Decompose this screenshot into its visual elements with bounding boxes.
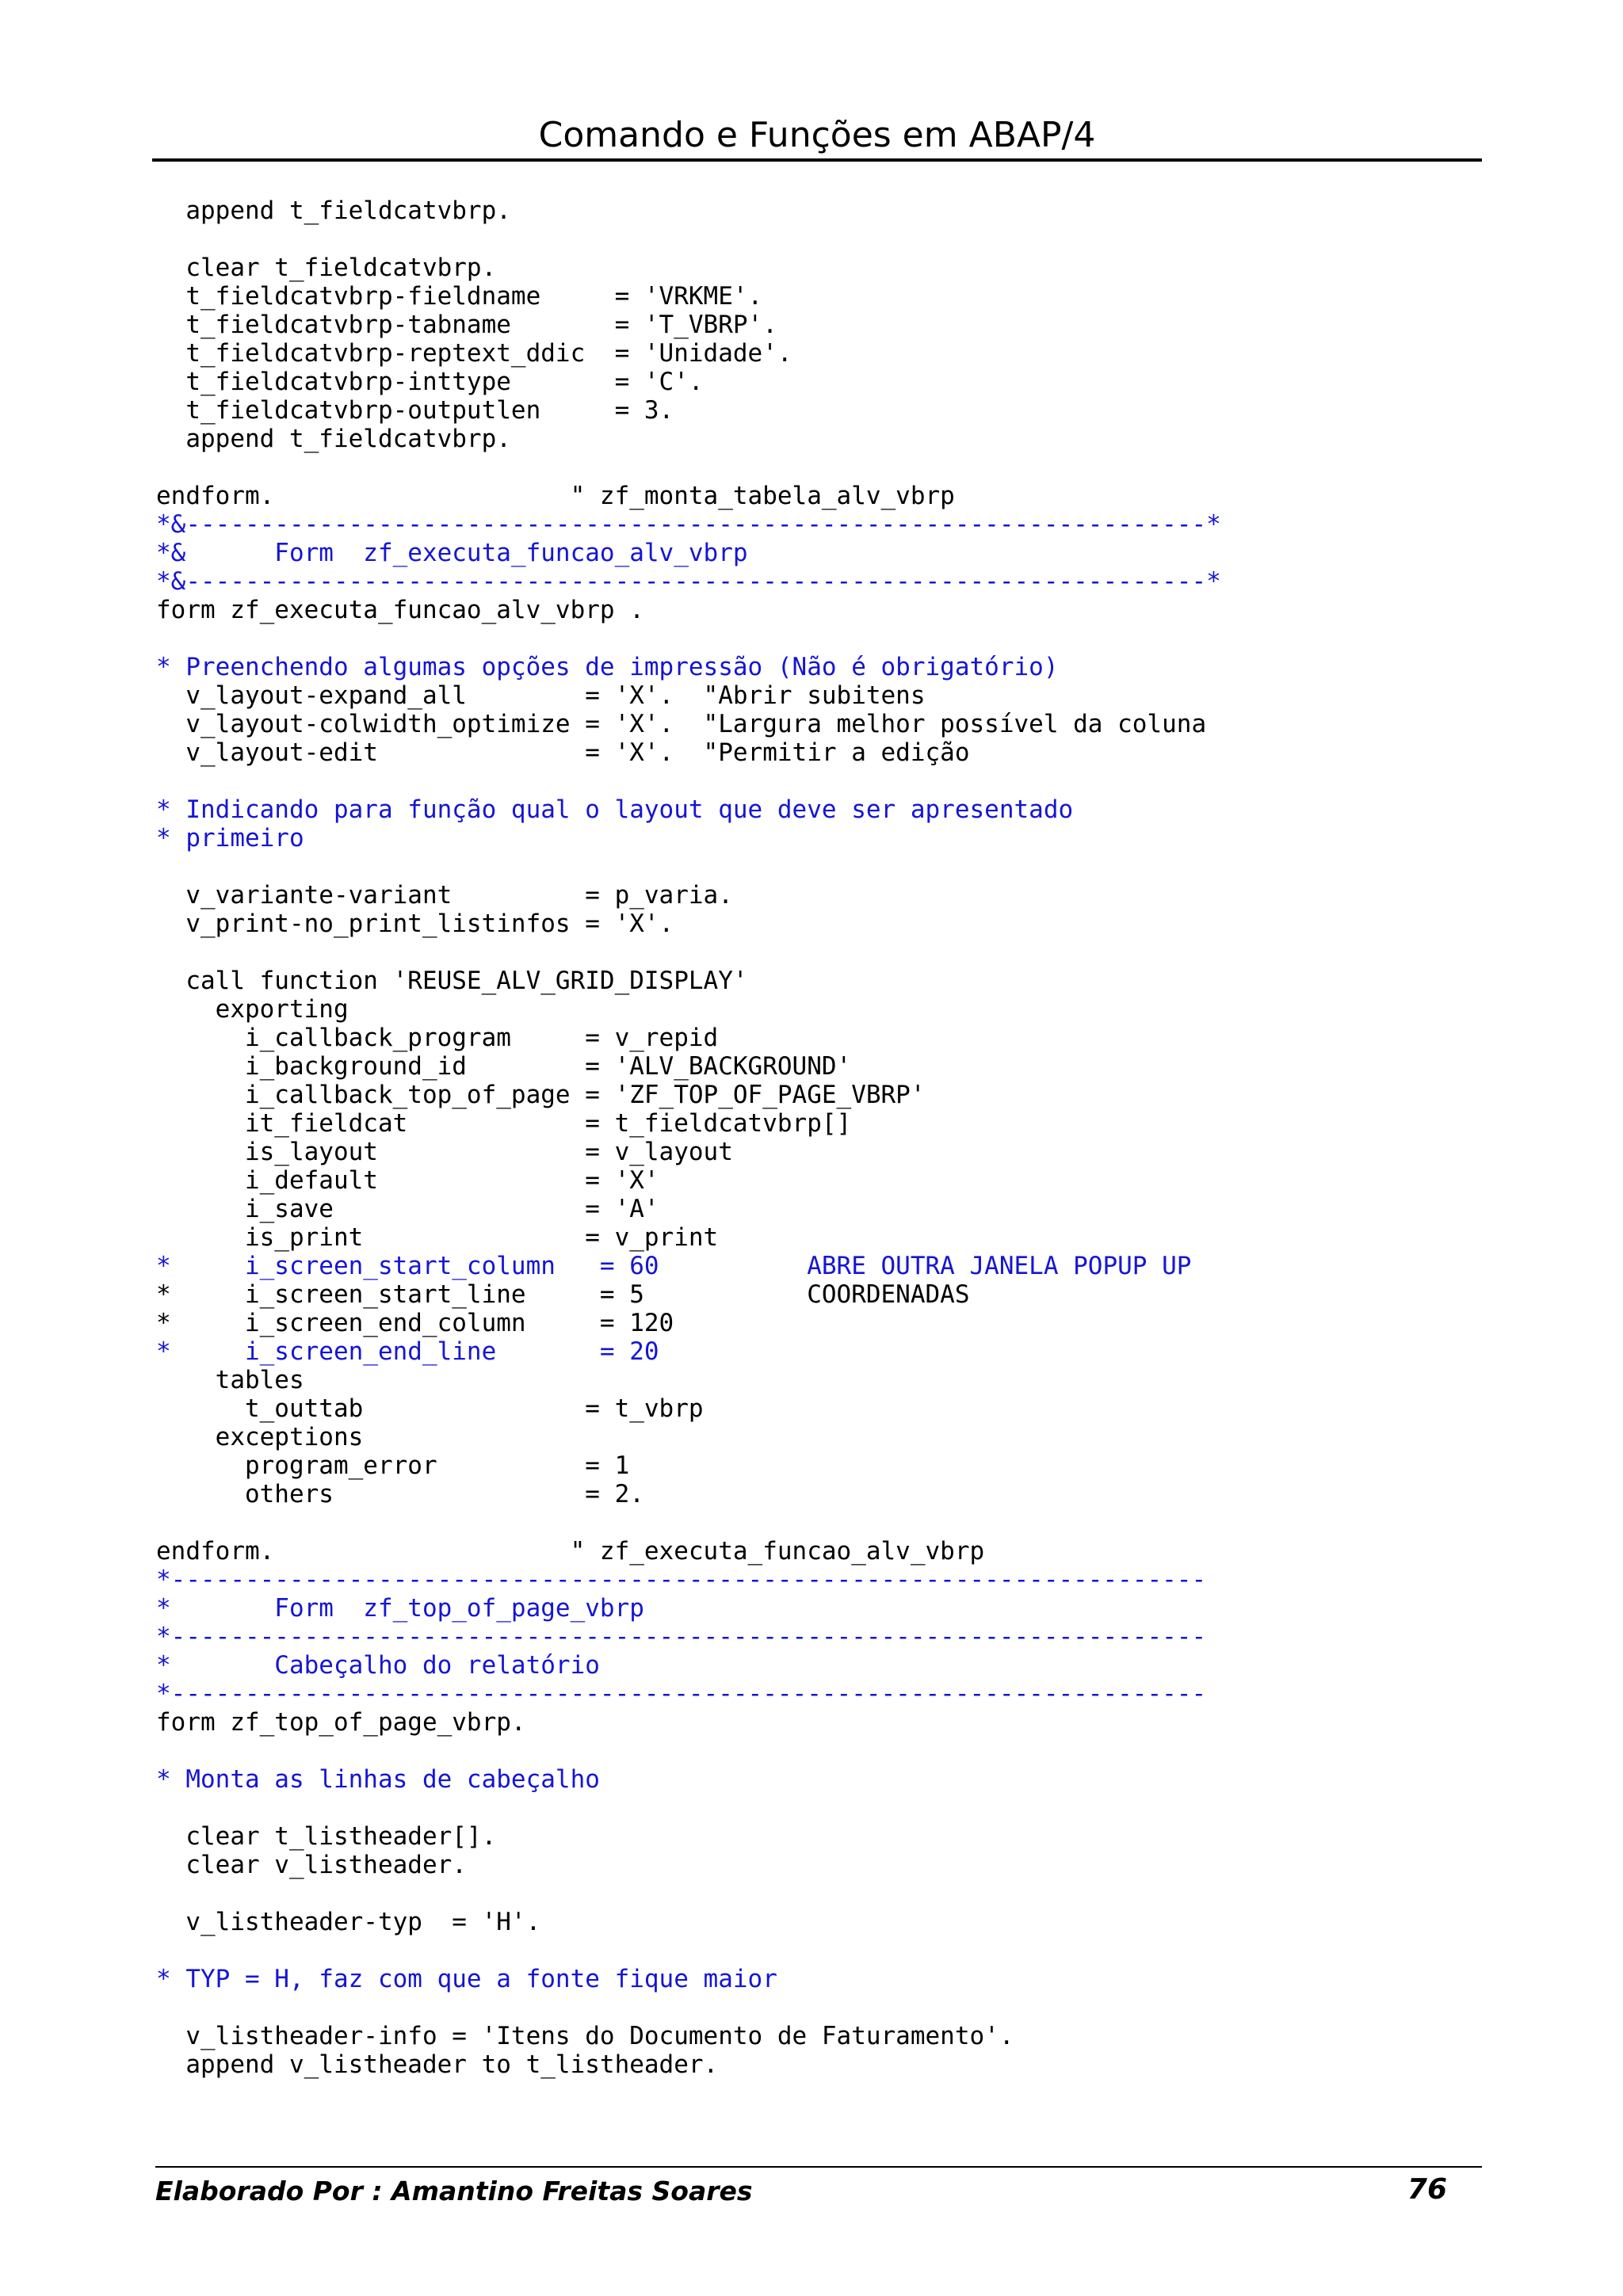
code-line: v_layout-expand_all = 'X'. "Abrir subitens	[156, 681, 926, 710]
code-line: t_fieldcatvbrp-reptext_ddic = 'Unidade'.	[156, 339, 792, 368]
code-line: v_layout-colwidth_optimize = 'X'. "Largura melhor possível da coluna	[156, 710, 1207, 738]
code-line: v_print-no_print_listinfos = 'X'.	[156, 910, 674, 938]
code-line	[156, 852, 1456, 881]
comment-line: * Indicando para função qual o layout que deve ser apresentado	[156, 795, 1074, 824]
comment-line: *----------------------------------------------------------------------	[156, 1680, 1207, 1708]
comment-line: * primeiro	[156, 824, 304, 852]
code-line: * i_screen_start_line = 5 COORDENADAS	[156, 1280, 970, 1309]
code-line: t_fieldcatvbrp-outputlen = 3.	[156, 396, 674, 425]
code-line	[156, 1508, 1456, 1537]
code-line	[156, 1794, 1456, 1822]
code-line	[156, 1936, 1456, 1965]
code-line: v_variante-variant = p_varia.	[156, 881, 733, 910]
comment-line: *----------------------------------------------------------------------	[156, 1623, 1207, 1651]
code-line: is_print = v_print	[156, 1223, 719, 1252]
comment-line: * i_screen_start_column = 60 ABRE OUTRA JANELA POPUP UP	[156, 1252, 1192, 1280]
code-line: t_fieldcatvbrp-tabname = 'T_VBRP'.	[156, 311, 777, 339]
header-divider	[152, 158, 1482, 162]
code-line: * i_screen_end_column = 120	[156, 1309, 674, 1337]
comment-line: * Cabeçalho do relatório	[156, 1651, 600, 1680]
code-line: append t_fieldcatvbrp.	[156, 425, 511, 453]
comment-line: * Monta as linhas de cabeçalho	[156, 1765, 600, 1794]
code-line: clear t_listheader[].	[156, 1822, 497, 1851]
code-line: form zf_top_of_page_vbrp.	[156, 1708, 526, 1737]
code-line	[156, 1879, 1456, 1908]
code-line: exporting	[156, 995, 349, 1024]
comment-line: * TYP = H, faz com que a fonte fique maior	[156, 1965, 777, 1993]
abap-code-listing	[156, 196, 1456, 2079]
code-line: t_fieldcatvbrp-inttype = 'C'.	[156, 368, 704, 396]
comment-line: * i_screen_end_line = 20	[156, 1337, 659, 1366]
code-line: endform. " zf_executa_funcao_alv_vbrp	[156, 1537, 985, 1566]
code-line: append t_fieldcatvbrp.	[156, 196, 511, 225]
code-line	[156, 1737, 1456, 1765]
code-line: v_listheader-info = 'Itens do Documento de Faturamento'.	[156, 2022, 1014, 2050]
code-line: i_callback_top_of_page = 'ZF_TOP_OF_PAGE_VBRP'	[156, 1081, 926, 1109]
comment-line: *&---------------------------------------------------------------------*	[156, 510, 1221, 539]
code-line	[156, 453, 1456, 482]
footer-author: Elaborado Por : Amantino Freitas Soares	[155, 2176, 753, 2206]
code-line: endform. " zf_monta_tabela_alv_vbrp	[156, 482, 955, 510]
page-number: 76	[1407, 2173, 1447, 2206]
code-line: program_error = 1	[156, 1451, 630, 1480]
code-line	[156, 767, 1456, 795]
code-line: exceptions	[156, 1423, 364, 1451]
comment-line: * Form zf_top_of_page_vbrp	[156, 1594, 644, 1623]
comment-line: *& Form zf_executa_funcao_alv_vbrp	[156, 539, 748, 567]
code-line: v_layout-edit = 'X'. "Permitir a edição	[156, 738, 970, 767]
code-line	[156, 1993, 1456, 2022]
code-line: form zf_executa_funcao_alv_vbrp .	[156, 596, 644, 624]
code-line: tables	[156, 1366, 304, 1394]
code-line: clear t_fieldcatvbrp.	[156, 254, 497, 282]
code-line: i_default = 'X'	[156, 1166, 659, 1195]
code-line: is_layout = v_layout	[156, 1138, 733, 1166]
code-line: others = 2.	[156, 1480, 644, 1508]
code-line	[156, 225, 1456, 254]
code-line	[156, 624, 1456, 653]
code-line: t_outtab = t_vbrp	[156, 1394, 704, 1423]
code-line: call function 'REUSE_ALV_GRID_DISPLAY'	[156, 967, 748, 995]
code-line: append v_listheader to t_listheader.	[156, 2050, 719, 2079]
code-line: i_save = 'A'	[156, 1195, 659, 1223]
code-line: it_fieldcat = t_fieldcatvbrp[]	[156, 1109, 852, 1138]
page-header-title: Comando e Funções em ABAP/4	[538, 115, 1096, 155]
comment-line: *----------------------------------------------------------------------	[156, 1566, 1207, 1594]
code-line: t_fieldcatvbrp-fieldname = 'VRKME'.	[156, 282, 763, 311]
comment-line: *&---------------------------------------------------------------------*	[156, 567, 1221, 596]
code-line: v_listheader-typ = 'H'.	[156, 1908, 541, 1936]
code-line: i_background_id = 'ALV_BACKGROUND'	[156, 1052, 852, 1081]
footer-divider	[155, 2166, 1482, 2168]
code-line: i_callback_program = v_repid	[156, 1024, 719, 1052]
comment-line: * Preenchendo algumas opções de impressão (Não é obrigatório)	[156, 653, 1059, 681]
code-line	[156, 938, 1456, 967]
code-line: clear v_listheader.	[156, 1851, 467, 1879]
